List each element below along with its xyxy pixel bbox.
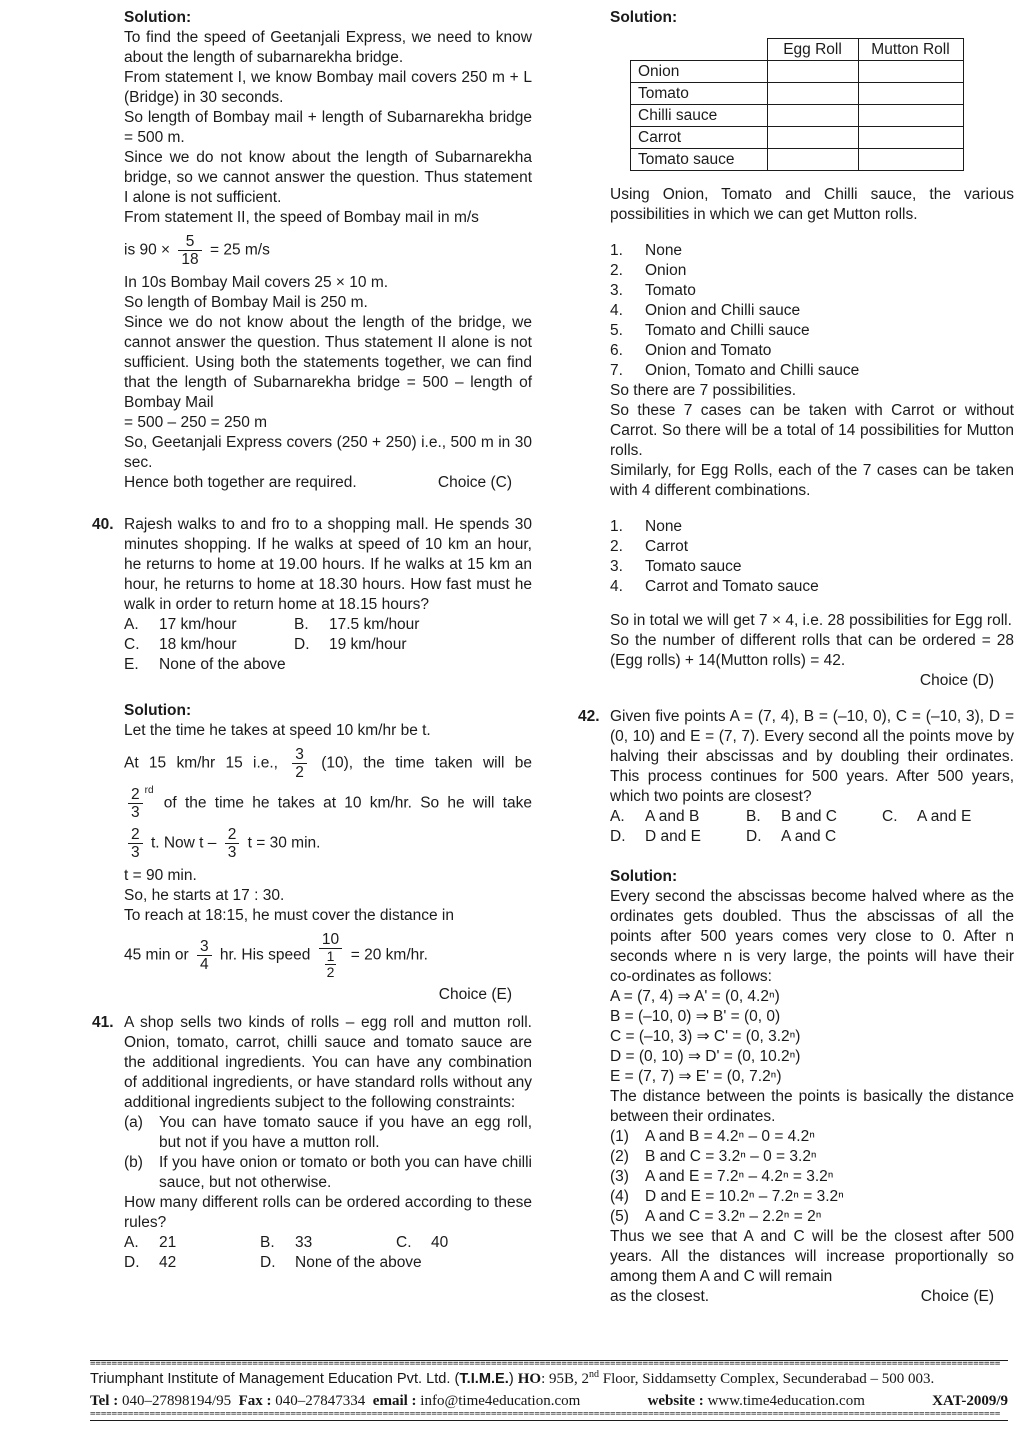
website-address: www.time4education.com [707, 1393, 865, 1409]
solution-paragraph: So the number of different rolls that can be ordered = 28 (Egg rolls) + 14(Mutton rolls) = 42. [610, 632, 1014, 669]
list-item: 4. Carrot and Tomato sauce [610, 578, 819, 595]
email-label: email : [372, 1393, 417, 1409]
solution-paragraph: So there are 7 possibilities. [610, 382, 797, 399]
solution-paragraph: Since we do not know about the length of Subarnarekha bridge, so we cannot answer the question. Thus statement I alone is not sufficient. [124, 149, 532, 206]
row-label: Tomato sauce [631, 149, 768, 171]
option-text: 17.5 km/hour [329, 616, 420, 633]
option-label: E. [124, 656, 139, 673]
option-label: B. [294, 616, 309, 633]
paper-code: XAT-2009/9 [932, 1393, 1008, 1409]
option-label: A. [124, 1234, 139, 1251]
options-row [124, 655, 532, 675]
solution-paragraph: From statement II, the speed of Bombay mail in m/s [124, 209, 479, 226]
empty-cell [858, 61, 963, 83]
list-item: 3. Tomato sauce [610, 558, 742, 575]
empty-cell [767, 149, 858, 171]
question-text: Rajesh walks to and fro to a shopping mall. He spends 30 minutes shopping. If he walks at speed of 10 km an hour, he returns to home at 19.00 hours. If he walks at 15 km an hour, he returns to home at 18.30 hours. How fast must he walk in order to return home at 18.15 hours? [124, 516, 532, 613]
head-office-address: Floor, Siddamsetty Complex, Secunderabad – 500 003. [599, 1371, 935, 1387]
list-item: 1. None [610, 242, 683, 259]
option [124, 1253, 260, 1273]
equation-line: $\frac{2}{3}$ t. Now t – $\frac{2}{3}$ t = 30 min. [124, 826, 532, 861]
table-row [631, 149, 964, 171]
question-41-block [92, 1013, 532, 1273]
empty-cell [767, 127, 858, 149]
email-address: info@time4education.com [420, 1393, 581, 1409]
option-text: 21 [159, 1234, 177, 1251]
footer [90, 1360, 1008, 1421]
fraction-3-4: $\frac{3}{4}$ [197, 938, 212, 973]
constraint-label: (b) [124, 1154, 143, 1171]
distance-line: (2) B and C = 3.2ⁿ – 0 = 3.2ⁿ [610, 1148, 817, 1165]
empty-cell [858, 127, 963, 149]
solution-paragraph: So length of Bombay Mail is 250 m. [124, 294, 368, 311]
solution-heading: Solution: [610, 868, 678, 885]
option-text: B and C [781, 808, 838, 825]
solution-heading: Solution: [124, 702, 192, 719]
list-item: 5. Tomato and Chilli sauce [610, 322, 810, 339]
option [124, 1233, 260, 1253]
solution-paragraph: So, Geetanjali Express covers (250 + 250) i.e., 500 m in 30 sec. [124, 434, 532, 471]
ordinal-superscript: nd [589, 1369, 600, 1380]
empty-cell [767, 61, 858, 83]
options-row [124, 635, 532, 655]
equation-speed: is 90 × $\frac{5}{18}$ = 25 m/s [124, 233, 270, 268]
list-item: 4. Onion and Chilli sauce [610, 302, 801, 319]
option-label: D. [294, 636, 310, 653]
fax-label: Fax : [238, 1393, 272, 1409]
options-row [124, 1233, 532, 1253]
list-item: 1. None [610, 518, 683, 535]
option-text: 33 [295, 1234, 313, 1251]
coordinate-line: E = (7, 7) ⇒ E' = (0, 7.2ⁿ) [610, 1068, 782, 1085]
solution-paragraph: The distance between the points is basically the distance between their ordinates. [610, 1088, 1014, 1125]
solution-paragraph: Similarly, for Egg Rolls, each of the 7 cases can be taken with 4 different combinations. [610, 462, 1014, 499]
solution-paragraph: So these 7 cases can be taken with Carrot or without Carrot. So there will be a total of 14 possibilities for Mutton rolls. [610, 402, 1014, 459]
row-label: Onion [631, 61, 768, 83]
distance-line: (3) A and E = 7.2ⁿ – 4.2ⁿ = 3.2ⁿ [610, 1168, 834, 1185]
empty-cell [858, 83, 963, 105]
table-header-row [631, 39, 964, 61]
equation-line: At 15 km/hr 15 i.e., $\frac{3}{2}$ (10), the time taken will be [124, 746, 533, 781]
solution-heading: Solution: [610, 9, 678, 26]
option-label: C. [882, 808, 898, 825]
solution-paragraph: Using Onion, Tomato and Chilli sauce, the various possibilities in which we can get Mutton rolls. [610, 186, 1014, 223]
equation-line: 45 min or $\frac{3}{4}$ hr. His speed 10 1 2 = 20 km/hr. [124, 931, 428, 980]
option [124, 635, 294, 655]
option [124, 615, 294, 635]
solution-41-block [610, 8, 1014, 691]
tel-number: 040–27898194/95 [121, 1393, 232, 1409]
option [746, 807, 882, 827]
solution-paragraph: Thus we see that A and C will be the closest after 500 years. All the distances will increase proportionally so among them A and C will remain [610, 1228, 1014, 1285]
column-header-egg-roll: Egg Roll [767, 39, 858, 61]
choice-label: Choice (D) [919, 672, 994, 689]
footer-rule-top: ======================================================================================================================================================================== [90, 1360, 1008, 1368]
list-item: 6. Onion and Tomato [610, 342, 772, 359]
footer-institute-line: Triumphant Institute of Management Education Pvt. Ltd. (T.I.M.E.) HO: 95B, 2nd Floor, Siddamsetty Complex, Secunderabad – 500 003. [90, 1369, 935, 1387]
question-number: 42. [578, 708, 600, 725]
equation-line: $\frac{2}{3}$ $^{rd}$ of the time he takes at 10 km/hr. So he will take [124, 786, 532, 821]
option-label: D. [610, 828, 626, 845]
list-item: 2. Carrot [610, 538, 689, 555]
fraction-1-2: 1 2 [326, 948, 335, 980]
option-text: 18 km/hour [159, 636, 237, 653]
solution-42-block [610, 867, 1014, 1307]
solution-paragraph: Every second the abscissas become halved where as the ordinates gets doubled. Thus the abscissas of all the points after 500 years comes very close to 0. After n seconds where n is very large, the points will have their co-ordinates as follows: [610, 888, 1014, 985]
coordinate-line: B = (–10, 0) ⇒ B' = (0, 0) [610, 1008, 781, 1025]
options-row [610, 827, 1014, 847]
solution-paragraph: So in total we will get 7 × 4, i.e. 28 possibilities for Egg roll. [610, 612, 1012, 629]
row-label: Tomato [631, 83, 768, 105]
option [746, 827, 836, 847]
solution-heading: Solution: [124, 9, 192, 26]
option-text: 40 [431, 1234, 449, 1251]
solution-paragraph: = 500 – 250 = 250 m [124, 414, 268, 431]
table-row [631, 105, 964, 127]
option-text: D and E [645, 828, 702, 845]
choice-line [610, 671, 1014, 691]
option [294, 635, 407, 655]
solution-paragraph: In 10s Bombay Mail covers 25 × 10 m. [124, 274, 389, 291]
empty-corner-cell [631, 39, 768, 61]
institute-abbreviation: T.I.M.E. [459, 1371, 509, 1387]
option-label: D. [260, 1254, 276, 1271]
option-label: B. [260, 1234, 275, 1251]
options-row [124, 1253, 532, 1273]
fraction-10-over-half: 10 1 2 [319, 931, 343, 980]
option-label: C. [124, 636, 140, 653]
footer-contact [90, 1390, 580, 1412]
coordinate-line: A = (7, 4) ⇒ A' = (0, 4.2ⁿ) [610, 988, 780, 1005]
coordinate-line: D = (0, 10) ⇒ D' = (0, 10.2ⁿ) [610, 1048, 801, 1065]
row-label: Chilli sauce [631, 105, 768, 127]
distance-line: (5) A and C = 3.2ⁿ – 2.2ⁿ = 2ⁿ [610, 1208, 822, 1225]
options-row [610, 807, 1014, 827]
question-number: 41. [92, 1014, 114, 1031]
distance-line: (1) A and B = 4.2ⁿ – 0 = 4.2ⁿ [610, 1128, 815, 1145]
choice-line: as the closest. Choice (E) [610, 1288, 994, 1305]
row-label: Carrot [631, 127, 768, 149]
fraction-5-18: $\frac{5}{18}$ [178, 233, 201, 268]
option-text: 17 km/hour [159, 616, 237, 633]
option-label: A. [124, 616, 139, 633]
question-text: Given five points A = (7, 4), B = (–10, 0), C = (–10, 3), D = (0, 10) and E = (7, 7). Every second all the points move by halving their abscissas and by doubling their ordinates. This process continues for 500 years. After 500 years, which two points are closest? [610, 708, 1014, 805]
solution-paragraph: To find the speed of Geetanjali Express, we need to know about the length of subarnarekha bridge. [124, 29, 532, 66]
column-header-mutton-roll: Mutton Roll [858, 39, 963, 61]
option-label: A. [610, 808, 625, 825]
choice-label: Choice (E) [438, 986, 512, 1003]
solution-paragraph: Let the time he takes at speed 10 km/hr be t. [124, 722, 431, 739]
constraint-label: (a) [124, 1114, 143, 1131]
egg-roll-list [610, 517, 1014, 597]
tel-label: Tel : [90, 1393, 119, 1409]
footer-website [648, 1390, 865, 1412]
option-text: None of the above [159, 656, 286, 673]
fraction-2-3: $\frac{2}{3}$ [225, 826, 240, 861]
table-row [631, 127, 964, 149]
left-column [92, 8, 533, 1273]
option-text: A and B [645, 808, 700, 825]
right-column [578, 8, 1014, 1307]
fraction-2-3: $\frac{2}{3}$ [128, 786, 143, 821]
option [610, 807, 746, 827]
option-text: None of the above [295, 1254, 422, 1271]
question-text: How many different rolls can be ordered according to these rules? [124, 1194, 532, 1231]
options-row [124, 615, 532, 635]
website-label: website : [647, 1393, 704, 1409]
head-office-label: HO [517, 1371, 542, 1387]
question-number: 40. [92, 516, 114, 533]
constraint-item [124, 1113, 532, 1153]
option-text: A and C [781, 828, 837, 845]
solution-paragraph: Since we do not know about the length of the bridge, we cannot answer the question. Thus statement II alone is not sufficient. Using both the statements together, we can find that the length of Subarnarekha bridge = 500 – length of Bombay Mail [124, 314, 532, 411]
constraint-item [124, 1153, 532, 1193]
question-42-block [578, 707, 1014, 847]
option-text: 19 km/hour [329, 636, 407, 653]
ingredients-table [630, 38, 964, 171]
solution-paragraph: So, he starts at 17 : 30. [124, 887, 285, 904]
table-row [631, 83, 964, 105]
solution-paragraph: To reach at 18:15, he must cover the distance in [124, 907, 454, 924]
mutton-roll-list [610, 241, 1014, 381]
option [260, 1233, 396, 1253]
head-office-address: : 95B, 2 [541, 1371, 590, 1387]
option-text: 42 [159, 1254, 177, 1271]
empty-cell [767, 105, 858, 127]
table-row [631, 61, 964, 83]
coordinate-line: C = (–10, 3) ⇒ C' = (0, 3.2ⁿ) [610, 1028, 801, 1045]
option-label: D. [746, 828, 762, 845]
option-label: B. [746, 808, 761, 825]
option-text: A and E [917, 808, 972, 825]
empty-cell [767, 83, 858, 105]
option [610, 827, 746, 847]
empty-cell [858, 149, 963, 171]
footer-contact-line [90, 1390, 1008, 1412]
fax-number: 040–27847334 [275, 1393, 366, 1409]
choice-label: Choice (E) [920, 1288, 994, 1305]
constraint-text: You can have tomato sauce if you have an egg roll, but not if you have a mutton roll. [159, 1114, 532, 1151]
option-label: D. [124, 1254, 140, 1271]
choice-label: Choice (C) [437, 474, 512, 491]
option-label: C. [396, 1234, 412, 1251]
fraction-3-2: $\frac{3}{2}$ [292, 746, 307, 781]
constraint-text: If you have onion or tomato or both you can have chilli sauce, but not otherwise. [159, 1154, 532, 1191]
option [124, 655, 286, 675]
choice-line [124, 985, 532, 1005]
solution-paragraph: From statement I, we know Bombay mail covers 250 m + L (Bridge) in 30 seconds. [124, 69, 532, 106]
fraction-2-3: $\frac{2}{3}$ [128, 826, 143, 861]
list-item: 7. Onion, Tomato and Chilli sauce [610, 362, 860, 379]
question-text: A shop sells two kinds of rolls – egg roll and mutton roll. Onion, tomato, carrot, chilli sauce and tomato sauce are the additional ingredients. You can have any combination of additional ingredients, or have standard rolls without any additional ingredients subject to the following constraints: [124, 1014, 532, 1111]
solution-paragraph: So length of Bombay mail + length of Subarnarekha bridge = 500 m. [124, 109, 532, 146]
solution-paragraph: t = 90 min. [124, 867, 197, 884]
option [882, 807, 971, 827]
distance-line: (4) D and E = 10.2ⁿ – 7.2ⁿ = 3.2ⁿ [610, 1188, 844, 1205]
option [396, 1233, 448, 1253]
list-item: 3. Tomato [610, 282, 696, 299]
solution-39-block [124, 8, 532, 493]
footer-rule-bottom: ======================================================================================================================================================================== [90, 1412, 1008, 1421]
choice-line: Hence both together are required. Choice (C) [124, 474, 512, 491]
empty-cell [858, 105, 963, 127]
institute-name: Triumphant Institute of Management Education Pvt. Ltd. ( [90, 1371, 460, 1387]
list-item: 2. Onion [610, 262, 687, 279]
ordinal-superscript: rd [144, 785, 154, 797]
solution-40-block [124, 701, 532, 1005]
option [294, 615, 419, 635]
option [260, 1253, 422, 1273]
question-40-block [92, 515, 532, 675]
